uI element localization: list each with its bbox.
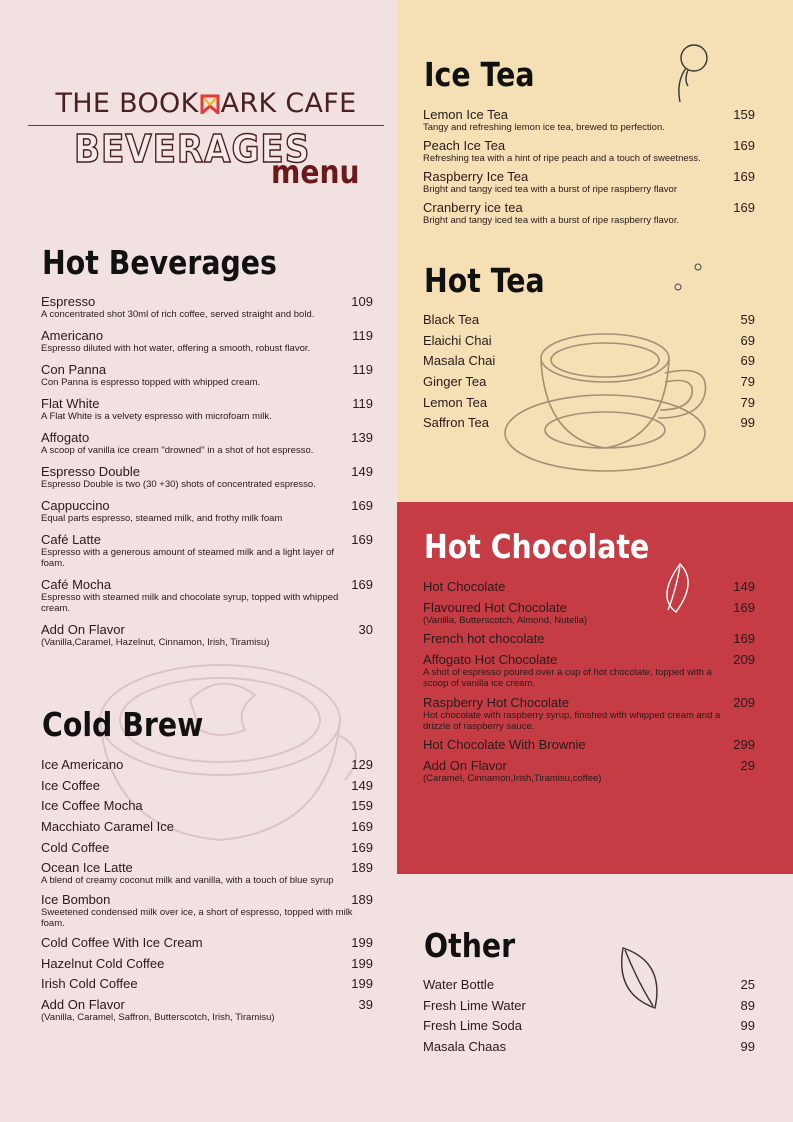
menu-item-row xyxy=(41,294,373,309)
menu-item-name: Irish Cold Coffee xyxy=(41,976,138,992)
menu-item xyxy=(423,977,755,992)
menu-item-price: 189 xyxy=(351,860,373,876)
menu-item-row xyxy=(41,757,373,772)
menu-item-row xyxy=(423,600,755,615)
menu-item-price: 59 xyxy=(740,312,755,327)
menu-item-name: Cranberry ice tea xyxy=(423,200,523,215)
menu-item-description: Bright and tangy iced tea with a burst of ripe raspberry flavor. xyxy=(423,215,680,226)
menu-item-row xyxy=(423,695,755,710)
menu-item-name: Raspberry Hot Chocolate xyxy=(423,694,569,710)
menu-item-row xyxy=(423,1039,755,1054)
menu-item-description: Tangy and refreshing lemon ice tea, brewed to perfection. xyxy=(423,122,665,133)
menu-item xyxy=(41,498,373,524)
menu-item-name: Flavoured Hot Chocolate xyxy=(423,599,567,615)
menu-item-description: Sweetened condensed milk over ice, a short of espresso, topped with milk foam. xyxy=(41,907,353,930)
menu-item-row xyxy=(41,622,373,637)
menu-item xyxy=(41,798,373,813)
menu-item-row xyxy=(423,374,755,389)
menu-item-name: Add On Flavor xyxy=(41,622,125,637)
menu-item xyxy=(423,395,755,410)
menu-item-price: 209 xyxy=(733,694,755,710)
hot-chocolate-list xyxy=(423,579,755,790)
menu-item xyxy=(423,1039,755,1054)
menu-item-row xyxy=(423,652,755,667)
menu-item-row xyxy=(41,464,373,479)
menu-item xyxy=(41,577,373,614)
menu-item-price: 169 xyxy=(733,169,755,184)
menu-item-row xyxy=(423,579,755,594)
menu-item-price: 159 xyxy=(351,798,373,814)
menu-item-name: Café Mocha xyxy=(41,577,112,592)
menu-item-price: 39 xyxy=(358,996,373,1012)
hot-tea-title: Hot Tea xyxy=(424,261,545,300)
bookmark-icon xyxy=(200,90,220,110)
cherry-icon xyxy=(670,42,715,104)
menu-item xyxy=(41,532,373,569)
menu-item-description: (Vanilla, Butterscotch, Almond, Nutella) xyxy=(423,614,588,626)
menu-item-row xyxy=(423,737,755,752)
menu-item-price: 169 xyxy=(733,200,755,215)
menu-item-price: 149 xyxy=(733,579,755,594)
menu-item xyxy=(423,737,755,752)
hot-beverages-title: Hot Beverages xyxy=(42,243,277,282)
menu-item-description: A scoop of vanilla ice cream "drowned" in a shot of hot espresso. xyxy=(41,445,314,456)
menu-item xyxy=(423,998,755,1013)
menu-item-name: Cold Coffee With Ice Cream xyxy=(41,934,203,950)
beverages-title: BEVERAGES xyxy=(74,127,311,171)
menu-item-price: 169 xyxy=(733,138,755,153)
menu-item-name: Hot Chocolate xyxy=(423,579,506,594)
menu-item-row xyxy=(423,395,755,410)
cold-brew-title: Cold Brew xyxy=(42,705,204,744)
menu-item xyxy=(41,840,373,855)
menu-item-row xyxy=(423,333,755,348)
menu-item xyxy=(41,892,373,929)
menu-item-name: Ginger Tea xyxy=(423,374,487,390)
menu-item-row xyxy=(423,415,755,430)
brand-name xyxy=(28,88,384,119)
hot-tea-list xyxy=(423,312,755,436)
menu-item-name: Fresh Lime Soda xyxy=(423,1018,522,1034)
menu-item xyxy=(41,976,373,991)
menu-item-row xyxy=(41,577,373,592)
menu-item-name: Ice Coffee Mocha xyxy=(41,798,143,814)
menu-subtitle: menu xyxy=(271,153,360,191)
menu-item-row xyxy=(41,362,373,377)
menu-item-price: 99 xyxy=(740,1018,755,1034)
menu-item-name: Raspberry Ice Tea xyxy=(423,169,529,184)
menu-item-price: 149 xyxy=(351,777,373,793)
menu-item-row xyxy=(41,498,373,513)
menu-item-price: 69 xyxy=(740,353,755,369)
menu-item-row xyxy=(423,1018,755,1033)
hot-chocolate-title: Hot Chocolate xyxy=(424,527,650,566)
menu-item-price: 199 xyxy=(351,976,373,992)
menu-item-name: Lemon Ice Tea xyxy=(423,107,509,122)
menu-item-row xyxy=(41,860,373,875)
cold-brew-list xyxy=(41,757,373,1029)
menu-item-description: (Vanilla,Caramel, Hazelnut, Cinnamon, Irish, Tiramisu) xyxy=(41,637,270,648)
menu-item-price: 189 xyxy=(351,892,373,908)
menu-item-price: 209 xyxy=(733,652,755,668)
menu-item xyxy=(423,758,755,784)
menu-item-name: Ice Bombon xyxy=(41,892,111,908)
menu-item xyxy=(41,860,373,886)
menu-item xyxy=(41,430,373,456)
menu-item-row xyxy=(41,840,373,855)
menu-item-price: 169 xyxy=(351,819,373,835)
menu-item xyxy=(41,956,373,971)
menu-item-name: Americano xyxy=(41,328,104,343)
ice-tea-list xyxy=(423,107,755,231)
brand-name-left: THE BOOK xyxy=(55,88,199,119)
menu-item-row xyxy=(41,430,373,445)
bubble-icon xyxy=(673,262,703,292)
menu-item xyxy=(41,778,373,793)
menu-item-name: Affogato Hot Chocolate xyxy=(423,652,558,668)
menu-item-price: 169 xyxy=(733,631,755,647)
other-list xyxy=(423,977,755,1060)
menu-item-price: 169 xyxy=(351,532,373,547)
menu-item-row xyxy=(423,169,755,184)
menu-item xyxy=(41,294,373,320)
menu-item-price: 139 xyxy=(351,430,373,445)
menu-item-description: Espresso Double is two (30 +30) shots of concentrated espresso. xyxy=(41,479,316,490)
menu-item xyxy=(423,652,755,689)
menu-item xyxy=(423,169,755,195)
menu-item-row xyxy=(41,328,373,343)
menu-item-row xyxy=(423,998,755,1013)
menu-item-price: 169 xyxy=(733,599,755,615)
menu-item xyxy=(423,579,755,594)
menu-item-description: A Flat White is a velvety espresso with microfoam milk. xyxy=(41,411,272,422)
menu-item-price: 159 xyxy=(733,107,755,122)
menu-item-name: Cappuccino xyxy=(41,498,110,513)
menu-item-name: Hot Chocolate With Brownie xyxy=(423,737,586,753)
menu-item xyxy=(423,374,755,389)
menu-item-row xyxy=(41,798,373,813)
menu-item-row xyxy=(423,977,755,992)
menu-item-price: 129 xyxy=(351,757,373,772)
menu-item-row xyxy=(423,312,755,327)
menu-item-name: Ice Americano xyxy=(41,757,124,772)
menu-item-price: 25 xyxy=(740,977,755,992)
menu-item-price: 199 xyxy=(351,934,373,950)
menu-item-row xyxy=(41,396,373,411)
menu-item-row xyxy=(423,353,755,368)
menu-item-price: 109 xyxy=(351,294,373,309)
menu-item-description: A concentrated shot 30ml of rich coffee, served straight and bold. xyxy=(41,309,315,320)
menu-item-row xyxy=(41,935,373,950)
menu-item-price: 119 xyxy=(352,328,373,343)
menu-item-price: 79 xyxy=(740,374,755,390)
menu-item xyxy=(423,333,755,348)
menu-item-description: Hot chocolate with raspberry syrup, finished with whipped cream and a drizzle of raspberry sauce. xyxy=(423,709,721,732)
brand-name-right: ARK CAFE xyxy=(220,88,357,119)
menu-item xyxy=(41,997,373,1023)
menu-item-row xyxy=(423,107,755,122)
menu-item-name: Fresh Lime Water xyxy=(423,997,526,1013)
menu-item-name: Cold Coffee xyxy=(41,839,110,855)
menu-item-price: 169 xyxy=(351,839,373,855)
menu-item xyxy=(423,415,755,430)
menu-item-description: A shot of espresso poured over a cup of hot chocolate, topped with a scoop of vanilla ice cream. xyxy=(423,667,712,690)
menu-item-row xyxy=(423,758,755,773)
menu-item-description: Bright and tangy iced tea with a burst of ripe raspberry flavor xyxy=(423,184,677,195)
menu-item-description: Espresso with a generous amount of steamed milk and a light layer of foam. xyxy=(41,547,335,569)
menu-item-row xyxy=(41,819,373,834)
menu-item-price: 169 xyxy=(351,577,373,592)
menu-item-name: Saffron Tea xyxy=(423,415,490,431)
menu-item xyxy=(423,107,755,133)
menu-item xyxy=(423,695,755,732)
menu-item-description: Equal parts espresso, steamed milk, and frothy milk foam xyxy=(41,513,283,524)
menu-item-description: Espresso with steamed milk and chocolate syrup, topped with whipped cream. xyxy=(41,592,339,614)
menu-item-name: Peach Ice Tea xyxy=(423,138,506,153)
menu-item xyxy=(41,757,373,772)
menu-item xyxy=(41,362,373,388)
menu-item-row xyxy=(41,997,373,1012)
menu-item-name: Ice Coffee xyxy=(41,777,101,793)
menu-item xyxy=(41,464,373,490)
menu-item-name: Macchiato Caramel Ice xyxy=(41,819,174,835)
menu-item-price: 99 xyxy=(740,1039,755,1055)
menu-item-name: Add On Flavor xyxy=(423,758,507,774)
menu-item-row xyxy=(423,200,755,215)
menu-item-description: Espresso diluted with hot water, offering a smooth, robust flavor. xyxy=(41,343,311,354)
menu-item-name: Café Latte xyxy=(41,532,101,547)
menu-item-description: (Vanilla, Caramel, Saffron, Butterscotch, Irish, Tiramisu) xyxy=(41,1011,275,1023)
menu-item xyxy=(423,600,755,626)
menu-item-name: Hazelnut Cold Coffee xyxy=(41,955,165,971)
menu-item-name: Ocean Ice Latte xyxy=(41,860,133,876)
menu-item-row xyxy=(423,631,755,646)
menu-item-description: A blend of creamy coconut milk and vanilla, with a touch of blue syrup xyxy=(41,875,334,887)
menu-item xyxy=(41,396,373,422)
menu-item-name: Water Bottle xyxy=(423,977,495,992)
menu-item-name: Affogato xyxy=(41,430,90,445)
menu-item-name: Add On Flavor xyxy=(41,996,125,1012)
menu-item-price: 119 xyxy=(352,362,373,377)
menu-item-name: Masala Chaas xyxy=(423,1039,507,1055)
menu-item-price: 79 xyxy=(740,394,755,410)
menu-item-row xyxy=(41,532,373,547)
ice-tea-title: Ice Tea xyxy=(424,55,535,94)
menu-item-name: Black Tea xyxy=(423,312,480,327)
menu-item-name: Masala Chai xyxy=(423,353,496,369)
menu-item xyxy=(41,819,373,834)
hot-beverages-list xyxy=(41,294,373,656)
menu-item xyxy=(423,138,755,164)
menu-item-name: Con Panna xyxy=(41,362,107,377)
menu-item xyxy=(423,1018,755,1033)
menu-item-description: Refreshing tea with a hint of ripe peach and a touch of sweetness. xyxy=(423,153,701,164)
menu-item-price: 299 xyxy=(733,737,755,753)
menu-item xyxy=(423,353,755,368)
menu-item-row xyxy=(423,138,755,153)
menu-item-name: Flat White xyxy=(41,396,100,411)
menu-item-price: 149 xyxy=(351,464,373,479)
menu-item-price: 89 xyxy=(740,997,755,1013)
menu-item-row xyxy=(41,976,373,991)
menu-item-price: 30 xyxy=(358,622,373,637)
menu-item-description: (Caramel, Cinnamon,Irish,Tiramisu,coffee) xyxy=(423,773,602,785)
menu-item-row xyxy=(41,956,373,971)
menu-item-price: 29 xyxy=(740,758,755,774)
menu-item-price: 119 xyxy=(352,396,373,411)
menu-item-name: Espresso Double xyxy=(41,464,140,479)
menu-item xyxy=(41,622,373,648)
other-title: Other xyxy=(424,926,516,965)
menu-item-price: 69 xyxy=(740,332,755,348)
menu-item-name: Elaichi Chai xyxy=(423,332,492,348)
menu-item-name: French hot chocolate xyxy=(423,631,545,647)
menu-item-row xyxy=(41,892,373,907)
menu-item-name: Espresso xyxy=(41,294,96,309)
menu-item-price: 99 xyxy=(740,415,755,431)
menu-item xyxy=(423,312,755,327)
menu-item xyxy=(423,200,755,226)
menu-item-description: Con Panna is espresso topped with whipped cream. xyxy=(41,377,261,388)
menu-item xyxy=(423,631,755,646)
menu-item xyxy=(41,935,373,950)
brand-header xyxy=(28,88,384,191)
menu-item-name: Lemon Tea xyxy=(423,394,488,410)
brand-divider xyxy=(28,125,384,126)
menu-item-price: 199 xyxy=(351,955,373,971)
menu-item-price: 169 xyxy=(351,498,373,513)
menu-item xyxy=(41,328,373,354)
menu-item-row xyxy=(41,778,373,793)
